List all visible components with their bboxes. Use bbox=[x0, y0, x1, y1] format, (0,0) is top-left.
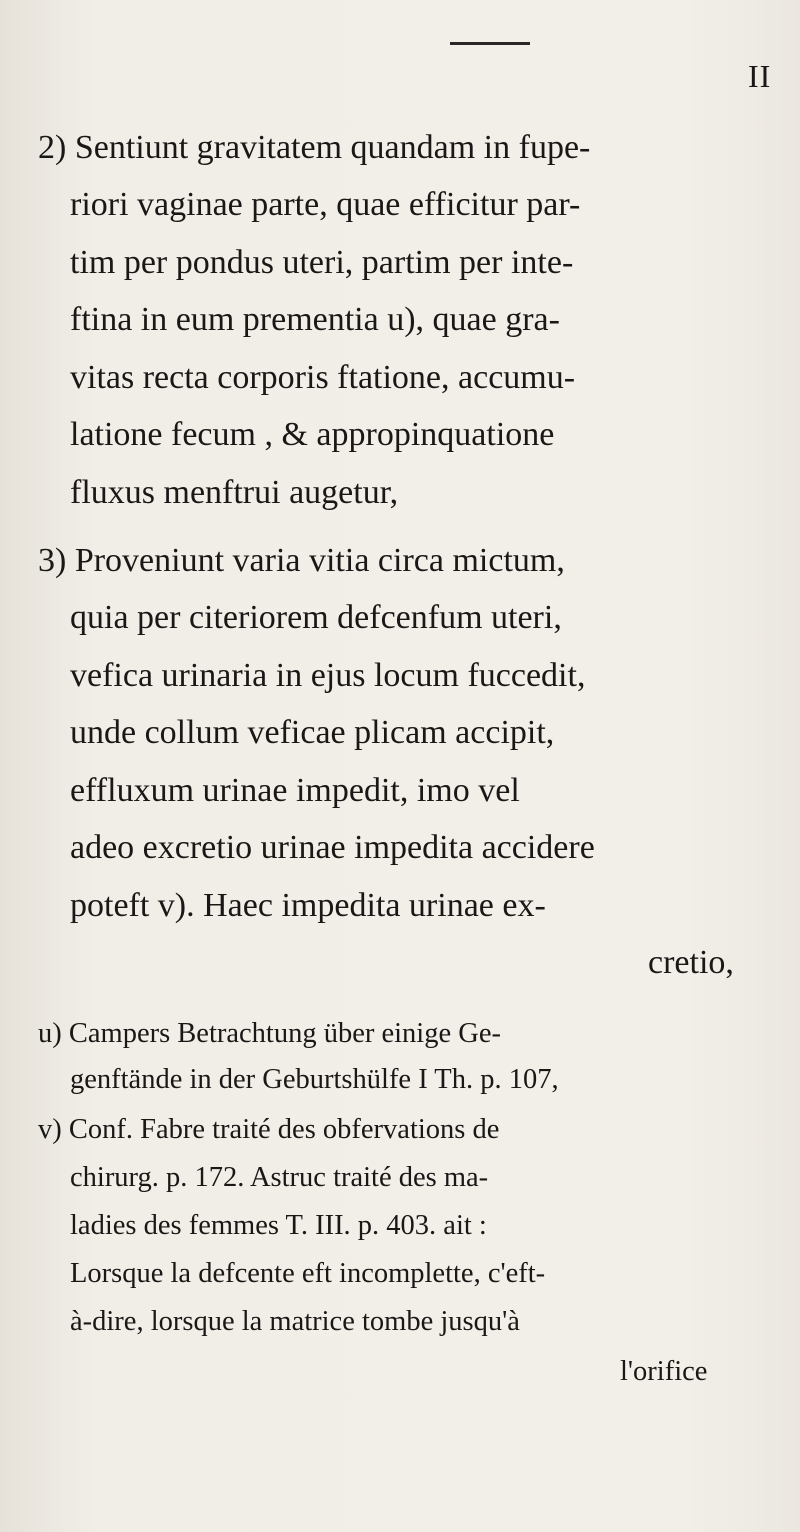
text-line: riori vaginae parte, quae efficitur par- bbox=[70, 186, 581, 223]
text-line: ftina in eum prementia u), quae gra- bbox=[70, 301, 560, 338]
footnote-v-line: à-dire, lorsque la matrice tombe jusqu'à bbox=[70, 1306, 520, 1337]
footnote-v-catchword: l'orifice bbox=[620, 1356, 708, 1387]
footnote-u-line: genftände in der Geburtshülfe I Th. p. 107, bbox=[70, 1064, 559, 1095]
text-line: quia per citeriorem defcenfum uteri, bbox=[70, 599, 562, 636]
text-line: fluxus menftrui augetur, bbox=[70, 474, 399, 511]
footnote-v-line: ladies des femmes T. III. p. 403. ait : bbox=[70, 1210, 487, 1241]
text-line: 2) Sentiunt gravitatem quandam in fupe- bbox=[38, 129, 591, 166]
text-line: unde collum veficae plicam accipit, bbox=[70, 714, 555, 751]
header-rule bbox=[450, 42, 530, 45]
text-line: effluxum urinae impedit, imo vel bbox=[70, 772, 520, 809]
footnote-v-line: v) Conf. Fabre traité des obfervations de bbox=[38, 1114, 500, 1145]
footnote-v-line: Lorsque la defcente eft incomplette, c'eft- bbox=[70, 1258, 546, 1289]
text-line: vitas recta corporis ftatione, accumu- bbox=[70, 359, 576, 396]
footnote-u-line: u) Campers Betrachtung über einige Ge- bbox=[38, 1018, 501, 1049]
text-line: latione fecum , & appropinquatione bbox=[70, 416, 555, 453]
text-line: 3) Proveniunt varia vitia circa mictum, bbox=[38, 542, 565, 579]
footnote-v-line: chirurg. p. 172. Astruc traité des ma- bbox=[70, 1162, 489, 1193]
page-number: II bbox=[748, 58, 772, 94]
text-line: vefica urinaria in ejus locum fuccedit, bbox=[70, 657, 586, 694]
text-line: poteft v). Haec impedita urinae ex- bbox=[70, 887, 546, 924]
catchword: cretio, bbox=[648, 944, 734, 981]
text-line: tim per pondus uteri, partim per inte- bbox=[70, 244, 574, 281]
text-line: adeo excretio urinae impedita accidere bbox=[70, 829, 595, 866]
